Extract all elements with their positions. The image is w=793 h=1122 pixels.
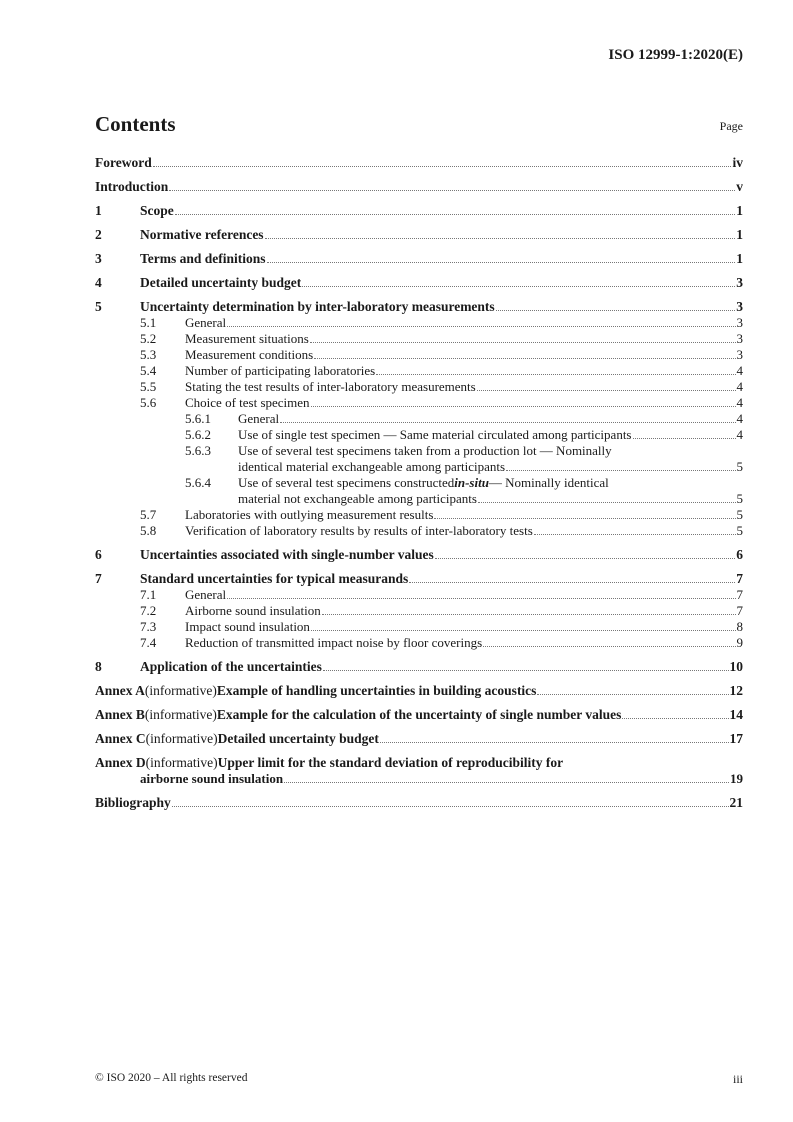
entry-title: Detailed uncertainty budget	[217, 731, 379, 746]
toc-entry[interactable]	[95, 731, 743, 747]
dot-leader	[376, 374, 735, 375]
entry-title: Measurement situations	[185, 331, 309, 346]
dot-leader	[477, 390, 736, 391]
page-ref: 5	[736, 491, 743, 506]
dot-leader	[169, 190, 735, 191]
page-ref: 4	[736, 363, 743, 378]
entry-title-rest: — Nominally identical	[488, 475, 609, 490]
section-number: 5.1	[140, 315, 157, 330]
entry-title: General	[185, 587, 227, 602]
entry-title: Example for the calculation of the uncertainty of single number values	[216, 707, 622, 722]
toc-entry[interactable]	[95, 155, 743, 171]
section-number: 1	[95, 203, 102, 218]
toc-entry[interactable]	[95, 443, 743, 459]
entry-title: Terms and definitions	[140, 251, 266, 266]
page-ref: 7	[736, 571, 743, 586]
page-ref: 4	[736, 379, 743, 394]
page-ref: 6	[736, 547, 743, 562]
toc-entry[interactable]	[95, 315, 743, 331]
toc-entry[interactable]	[95, 795, 743, 811]
section-number: 5.8	[140, 523, 157, 538]
dot-leader	[435, 558, 736, 559]
entry-title: Use of several test specimens constructed	[238, 475, 455, 490]
section-number: 7.4	[140, 635, 157, 650]
toc-entry[interactable]	[95, 587, 743, 603]
dot-leader	[434, 518, 735, 519]
toc-entry[interactable]	[95, 475, 743, 491]
section-number: 5.7	[140, 507, 157, 522]
entry-title: Use of several test specimens taken from a production lot — Nominally	[238, 443, 612, 458]
toc-entry[interactable]	[95, 275, 743, 291]
entry-title: Scope	[140, 203, 174, 218]
page-ref: 3	[736, 347, 743, 362]
entry-title: Stating the test results of inter-laboratory measurements	[185, 379, 476, 394]
toc-entry[interactable]	[95, 603, 743, 619]
entry-title-emphasis: in-situ	[454, 475, 489, 490]
page-ref: 3	[736, 299, 743, 314]
page-ref: 3	[736, 315, 743, 330]
toc-entry[interactable]	[95, 251, 743, 267]
page-ref: 3	[736, 275, 743, 290]
toc-entry-continuation[interactable]	[95, 459, 743, 475]
toc-entry[interactable]	[95, 395, 743, 411]
entry-title: Measurement conditions	[185, 347, 314, 362]
dot-leader	[322, 614, 736, 615]
table-of-contents	[95, 155, 743, 811]
section-number: 7	[95, 571, 102, 586]
section-number: 5.6.2	[185, 427, 211, 442]
entry-title: Application of the uncertainties	[140, 659, 322, 674]
section-number: 3	[95, 251, 102, 266]
entry-title: Detailed uncertainty budget	[140, 275, 302, 290]
entry-title: Example of handling uncertainties in building acoustics	[216, 683, 537, 698]
dot-leader	[284, 782, 729, 783]
entry-title: Uncertainty determination by inter-laboratory measurements	[140, 299, 495, 314]
toc-entry[interactable]	[95, 547, 743, 563]
dot-leader	[172, 806, 729, 807]
dot-leader	[496, 310, 736, 311]
dot-leader	[622, 718, 728, 719]
toc-entry[interactable]	[95, 659, 743, 675]
entry-title: Standard uncertainties for typical measurands	[140, 571, 409, 586]
section-number: 5.6.1	[185, 411, 211, 426]
toc-entry[interactable]	[95, 635, 743, 651]
section-number: 7.3	[140, 619, 157, 634]
page-ref: 3	[736, 331, 743, 346]
entry-title: Foreword	[95, 155, 152, 170]
section-number: 2	[95, 227, 102, 242]
dot-leader	[537, 694, 728, 695]
page-ref: 7	[736, 587, 743, 602]
page-ref: 1	[736, 251, 743, 266]
toc-entry[interactable]	[95, 571, 743, 587]
toc-entry[interactable]	[95, 507, 743, 523]
entry-title: Normative references	[140, 227, 264, 242]
toc-entry[interactable]	[95, 299, 743, 315]
section-number: 7.2	[140, 603, 157, 618]
section-number: 5	[95, 299, 102, 314]
toc-entry[interactable]	[95, 179, 743, 195]
dot-leader	[323, 670, 729, 671]
page-ref: 1	[736, 203, 743, 218]
annex-label: Annex B	[95, 707, 145, 722]
section-number: 5.6.4	[185, 475, 211, 490]
page-ref: 4	[736, 427, 743, 442]
entry-title-line2: material not exchangeable among participants	[238, 491, 477, 506]
section-number: 5.5	[140, 379, 157, 394]
annex-note: (informative)	[144, 683, 217, 698]
entry-title: Laboratories with outlying measurement results	[185, 507, 434, 522]
section-number: 5.3	[140, 347, 157, 362]
dot-leader	[267, 262, 736, 263]
entry-title: General	[185, 315, 227, 330]
entry-title: Impact sound insulation	[185, 619, 310, 634]
toc-entry[interactable]	[95, 227, 743, 243]
entry-title-line2: identical material exchangeable among participants	[238, 459, 506, 474]
toc-entry[interactable]	[95, 411, 743, 427]
section-number: 7.1	[140, 587, 157, 602]
dot-leader	[483, 646, 735, 647]
page-ref: 17	[729, 731, 743, 746]
page-ref: 5	[736, 523, 743, 538]
entry-title: General	[238, 411, 280, 426]
page-ref: 7	[736, 603, 743, 618]
toc-entry[interactable]	[95, 683, 743, 699]
section-number: 8	[95, 659, 102, 674]
section-number: 4	[95, 275, 102, 290]
section-number: 5.6.3	[185, 443, 211, 458]
annex-note: (informative)	[145, 755, 218, 770]
toc-entry[interactable]	[95, 379, 743, 395]
page-ref: 8	[736, 619, 743, 634]
toc-entry[interactable]	[95, 203, 743, 219]
toc-entry[interactable]	[95, 347, 743, 363]
dot-leader	[175, 214, 736, 215]
page-column-label: Page	[719, 119, 743, 133]
page-ref: 5	[736, 459, 743, 474]
dot-leader	[311, 406, 736, 407]
page-ref: 21	[729, 795, 743, 810]
annex-label: Annex C	[95, 731, 146, 746]
entry-title: Reduction of transmitted impact noise by floor coverings	[185, 635, 483, 650]
entry-title: Use of single test specimen — Same material circulated among participants	[238, 427, 632, 442]
toc-entry[interactable]	[95, 331, 743, 347]
annex-label: Annex A	[95, 683, 145, 698]
toc-entry[interactable]	[95, 755, 743, 771]
entry-title: Verification of laboratory results by results of inter-laboratory tests	[185, 523, 533, 538]
dot-leader	[314, 358, 735, 359]
page-ref: 4	[736, 411, 743, 426]
entry-title: Bibliography	[95, 795, 171, 810]
annex-label: Annex D	[95, 755, 146, 770]
dot-leader	[534, 534, 736, 535]
annex-note: (informative)	[145, 731, 218, 746]
section-number: 5.6	[140, 395, 157, 410]
toc-entry[interactable]	[95, 707, 743, 723]
page-ref: 12	[729, 683, 743, 698]
toc-entry-continuation[interactable]	[95, 491, 743, 507]
page-ref: 5	[736, 507, 743, 522]
page-number: iii	[732, 1072, 743, 1086]
page-ref: 14	[729, 707, 743, 722]
dot-leader	[409, 582, 735, 583]
dot-leader	[478, 502, 736, 503]
section-number: 6	[95, 547, 102, 562]
page-ref: 9	[736, 635, 743, 650]
toc-entry[interactable]	[95, 619, 743, 635]
section-number: 5.2	[140, 331, 157, 346]
page-ref: 1	[736, 227, 743, 242]
page-ref: 10	[729, 659, 743, 674]
entry-title-line2: airborne sound insulation	[140, 771, 284, 786]
dot-leader	[227, 326, 735, 327]
dot-leader	[265, 238, 736, 239]
page-title: Contents	[95, 112, 176, 136]
toc-entry[interactable]	[95, 523, 743, 539]
dot-leader	[302, 286, 735, 287]
page-ref: 4	[736, 395, 743, 410]
entry-title: Airborne sound insulation	[185, 603, 321, 618]
dot-leader	[310, 342, 736, 343]
entry-title: Choice of test specimen	[185, 395, 310, 410]
toc-entry[interactable]	[95, 363, 743, 379]
dot-leader	[380, 742, 729, 743]
dot-leader	[280, 422, 735, 423]
section-number: 5.4	[140, 363, 157, 378]
dot-leader	[633, 438, 736, 439]
page-ref: 19	[730, 771, 743, 786]
copyright-notice: © ISO 2020 – All rights reserved	[95, 1072, 248, 1084]
dot-leader	[153, 166, 732, 167]
entry-title: Uncertainties associated with single-number values	[140, 547, 434, 562]
entry-title: Upper limit for the standard deviation of reproducibility for	[217, 755, 564, 770]
entry-title: Introduction	[95, 179, 169, 194]
document-id: ISO 12999-1:2020(E)	[608, 47, 743, 63]
dot-leader	[506, 470, 735, 471]
dot-leader	[227, 598, 735, 599]
toc-entry-continuation[interactable]	[95, 771, 743, 787]
dot-leader	[311, 630, 736, 631]
toc-entry[interactable]	[95, 427, 743, 443]
page-ref: v	[736, 179, 743, 194]
page-ref: iv	[732, 155, 743, 170]
annex-note: (informative)	[144, 707, 217, 722]
entry-title: Number of participating laboratories	[185, 363, 376, 378]
